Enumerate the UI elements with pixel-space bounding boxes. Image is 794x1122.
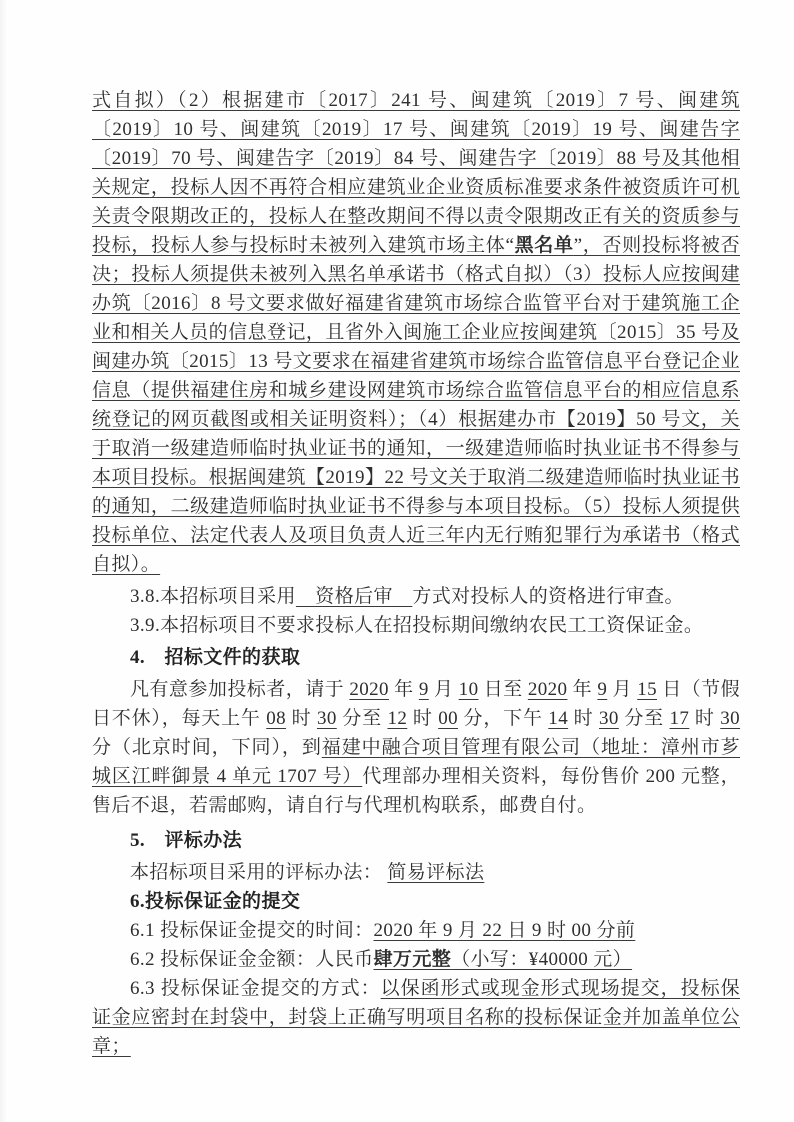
text-segment: 00 xyxy=(438,708,458,729)
text-segment: 时 xyxy=(286,708,317,729)
text-segment: 时 xyxy=(689,708,721,729)
text-segment: 凡有意参加投标者，请于 xyxy=(130,679,350,700)
text-segment: 10 xyxy=(458,679,479,700)
text-segment: 6.投标保证金的提交 xyxy=(130,891,301,912)
text-segment: 14 xyxy=(548,708,569,729)
text-segment: 月 xyxy=(428,679,459,700)
text-segment: 以保函形式或现金形式现场提交，投标保证金应密封在封袋中，封袋上正确写明项目名称的投标保证金并加盖单位公章； xyxy=(92,978,740,1057)
clause-3-8 xyxy=(92,582,740,611)
clause-6-2 xyxy=(92,945,740,974)
text-segment: 3.9.本招标项目不要求投标人在招投标期间缴纳农民工工资保证金。 xyxy=(130,615,704,636)
text-segment: 日至 xyxy=(478,679,528,700)
text-segment: 9 xyxy=(418,679,429,700)
clause-3-9 xyxy=(92,611,740,640)
scan-edge-artifact xyxy=(0,0,7,1122)
clause-continuation-paragraph xyxy=(92,86,740,579)
text-segment: 3.8.本招标项目采用 xyxy=(130,586,296,607)
text-segment: 福建中融合项目管理有限公司（地址：漳州市芗城区江畔御景 4 单元 1707 号） xyxy=(92,737,740,787)
text-segment: 6.1 投标保证金提交的时间： xyxy=(130,920,374,941)
text-segment: 年 xyxy=(567,679,598,700)
text-segment: 时 xyxy=(407,708,439,729)
document-body xyxy=(92,86,746,1061)
text-segment: 代理部办理相关资料，每份售价 200 元整，售后不退，若需邮购，请自行与代理机构联系，邮费自付。 xyxy=(92,766,740,816)
clause-6-1 xyxy=(92,916,740,945)
text-segment: 08 xyxy=(266,708,287,729)
text-segment: 2020 年 9 月 22 日 9 时 00 分前 xyxy=(373,920,636,941)
text-segment: 2020 xyxy=(527,679,568,700)
text-segment: 15 xyxy=(637,679,657,700)
text-segment: 30 xyxy=(599,708,619,729)
text-segment: 本招标项目采用的评标办法： xyxy=(130,862,388,883)
text-segment: （小写：¥40000 元） xyxy=(451,949,633,970)
text-segment: 4. 招标文件的获取 xyxy=(130,647,301,668)
section-4-body xyxy=(92,675,746,820)
text-segment: 资格后审 xyxy=(295,586,413,607)
text-segment: 5. 评标办法 xyxy=(130,830,243,851)
text-segment: 分至 xyxy=(618,708,670,729)
text-segment: 30 xyxy=(316,708,337,729)
text-segment: 肆万元整 xyxy=(373,949,452,970)
section-5-body xyxy=(92,858,740,887)
text-segment: 方式对投标人的资格进行审查。 xyxy=(412,586,684,607)
text-segment: 月 xyxy=(607,679,638,700)
text-segment: 式自拟）（2）根据建市〔2017〕241 号、闽建筑〔2019〕7 号、闽建筑〔2019〕10 号、闽建筑〔2019〕17 号、闽建筑〔2019〕19 号、闽建告字〔2019〕70 号、闽建告字〔2019〕84 号、闽建告字〔2019〕88 号及其他相关规定，投标人因不再符合相应建筑业企业资质标准要求条件被资质许可机关责令限期改正的，投标人在整改期间不得以责令限期改正有关的资质参与投标，投标人参与投标时未被列入建筑市场主体“ xyxy=(92,90,740,256)
text-segment: 30 xyxy=(720,708,741,729)
text-segment: 分，下午 xyxy=(458,708,549,729)
text-segment: 9 xyxy=(597,679,608,700)
text-segment: ”，否则投标将被否决；投标人须提供未被列入黑名单承诺书（格式自拟）（3）投标人应按闽建办筑〔2016〕8 号文要求做好福建省建筑市场综合监管平台对于建筑施工企业和相关人员的信息登记，且省外入闽施工企业应按闽建筑〔2015〕35 号及闽建办筑〔2015〕13 号文要求在福建省建筑市场综合监管信息平台登记企业信息（提供福建住房和城乡建设网建筑市场综合监管信息平台的相应信息系统登记的网页截图或相关证明资料）；（4）根据建办市【2019】50 号文，关于取消一级建造师临时执业证书的通知，一级建造师临时执业证书不得参与本项目投标。根据闽建筑【2019】22 号文关于取消二级建造师临时执业证书的通知，二级建造师临时执业证书不得参与本项目投标。（5）投标人须提供投标单位、法定代表人及项目负责人近三年内无行贿犯罪行为承诺书（格式自拟）。 xyxy=(92,235,740,575)
text-segment: 年 xyxy=(388,679,419,700)
clause-6-3 xyxy=(92,974,740,1061)
text-segment: 6.2 投标保证金金额：人民币 xyxy=(130,949,374,970)
section-6-heading xyxy=(92,887,740,916)
text-segment: 黑名单 xyxy=(514,235,574,256)
text-segment: 分（北京时间，下同），到 xyxy=(92,708,746,758)
text-segment: 分至 xyxy=(336,708,388,729)
text-segment: 17 xyxy=(669,708,690,729)
text-segment: 日（节假日不休），每天上午 xyxy=(92,679,741,729)
text-segment: 简易评标法 xyxy=(387,862,485,883)
text-segment: 2020 xyxy=(349,679,389,700)
section-5-heading xyxy=(92,826,740,855)
text-segment: 时 xyxy=(568,708,600,729)
section-4-heading xyxy=(92,643,740,672)
text-segment: 6.3 投标保证金提交的方式： xyxy=(130,978,381,999)
text-segment: 12 xyxy=(387,708,408,729)
